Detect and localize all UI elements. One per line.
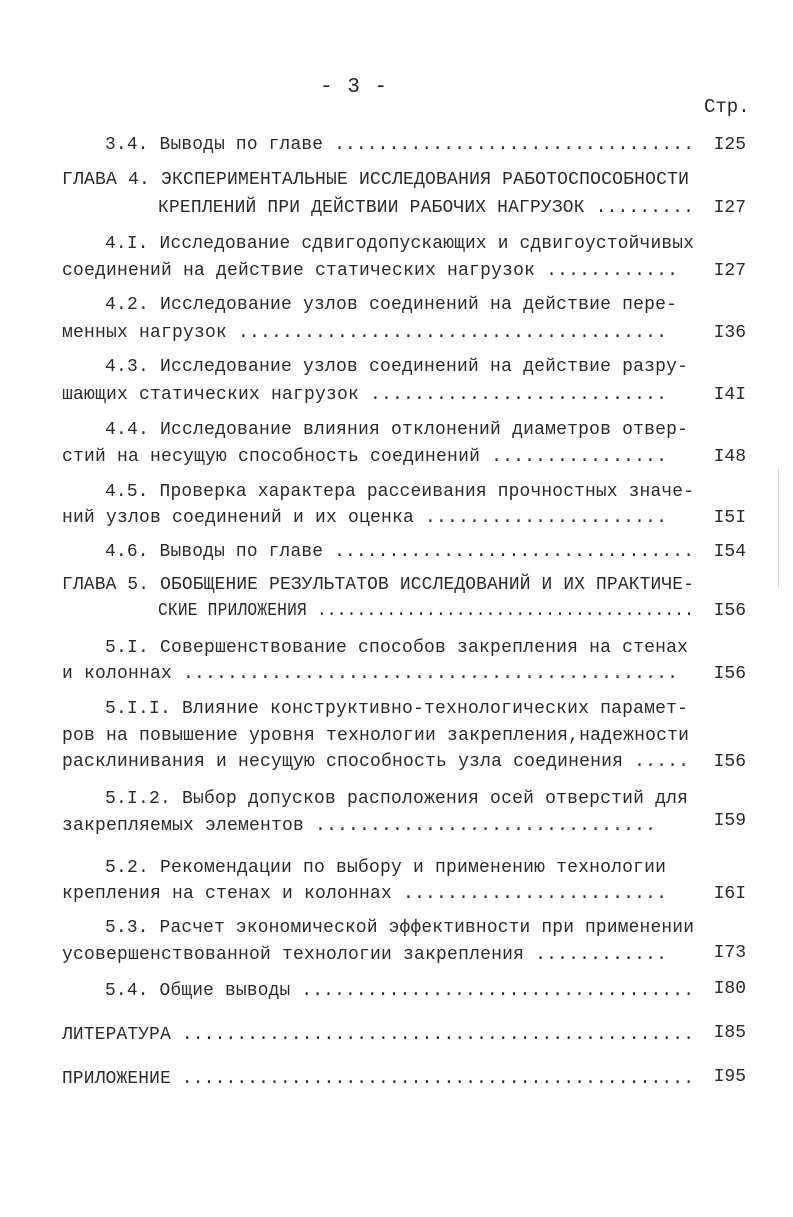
toc-entry-page: I25 [713,135,746,155]
toc-entry-text: 4.6. Выводы по главе ................................. [105,542,695,562]
toc-entry-text: 5.2. Рекомендации по выбору и применению технологии [105,858,667,878]
toc-entry-text: усовершенствованной технологии закрепления ............ [62,945,668,965]
toc-entry-page: I54 [713,542,746,562]
toc-entry-page: I56 [713,601,746,621]
toc-entry-text: соединений на действие статических нагрузок ............ [62,261,679,281]
toc-entry-page: I56 [713,664,746,684]
toc-entry-text: 4.4. Исследование влияния отклонений диаметров отвер- [105,420,689,440]
toc-entry-text: 5.I.I. Влияние конструктивно-технологических парамет- [105,699,689,719]
toc-entry-page: I80 [713,979,746,999]
toc-entry-text: стий на несущую способность соединений ................ [62,447,668,467]
page-column-header: Стр. [704,96,750,118]
toc-entry-text: СКИЕ ПРИЛОЖЕНИЯ ...................................... [158,601,695,621]
toc-entry-text: 5.I.2. Выбор допусков расположения осей отверстий для [105,789,689,809]
toc-entry-text: КРЕПЛЕНИЙ ПРИ ДЕЙСТВИИ РАБОЧИХ НАГРУЗОК ......... [158,198,695,218]
toc-entry-text: закрепляемых элементов ............................... [62,816,657,836]
toc-entry-page: I4I [713,385,746,405]
toc-entry-text: 3.4. Выводы по главе ................................. [105,135,695,155]
toc-entry-text: 4.5. Проверка характера рассеивания прочностных значе- [105,482,695,502]
toc-entry-page: I27 [713,261,746,281]
toc-entry-text: ГЛАВА 5. ОБОБЩЕНИЕ РЕЗУЛЬТАТОВ ИССЛЕДОВАНИЙ И ИХ ПРАКТИЧЕ- [62,575,695,595]
toc-entry-page: I6I [713,884,746,904]
toc-entry-page: I73 [713,943,746,963]
toc-entry-text: ний узлов соединений и их оценка ...................... [62,508,668,528]
toc-entry-text: 5.3. Расчет экономической эффективности при применении [105,918,695,938]
toc-entry-page: I36 [713,323,746,343]
toc-entry-page: I48 [713,447,746,467]
toc-entry-page: I95 [713,1067,746,1087]
toc-entry-text: крепления на стенах и колоннах ........................ [62,884,668,904]
toc-entry-text: и колоннах ............................................. [62,664,679,684]
toc-entry-text: расклинивания и несущую способность узла соединения ..... [62,752,690,772]
toc-entry-page: I85 [713,1023,746,1043]
toc-entry-text: 4.2. Исследование узлов соединений на действие пере- [105,295,678,315]
toc-entry-text: 4.3. Исследование узлов соединений на действие разру- [105,357,689,377]
toc-entry-text: ГЛАВА 4. ЭКСПЕРИМЕНТАЛЬНЫЕ ИССЛЕДОВАНИЯ РАБОТОСПОСОБНОСТИ [62,170,690,190]
toc-entry-text: ПРИЛОЖЕНИЕ ............................................... [62,1069,695,1089]
toc-entry-text: менных нагрузок ....................................... [62,323,668,343]
toc-entry-page: I59 [713,811,746,831]
toc-entry-text: ров на повышение уровня технологии закрепления,надежности [62,726,690,746]
toc-entry-text: шающих статических нагрузок ........................... [62,385,668,405]
toc-entry-text: 5.4. Общие выводы .................................... [105,981,695,1001]
toc-entry-text: 5.I. Совершенствование способов закрепления на стенах [105,638,689,658]
toc-entry-page: I27 [713,198,746,218]
page-edge-mark [778,468,779,588]
toc-entry-text: 4.I. Исследование сдвигодопускающих и сдвигоустойчивых [105,234,695,254]
toc-entry-text: ЛИТЕРАТУРА ............................................... [62,1025,695,1045]
toc-entry-page: I5I [713,508,746,528]
page-number: - 3 - [320,76,389,99]
toc-entry-page: I56 [713,752,746,772]
